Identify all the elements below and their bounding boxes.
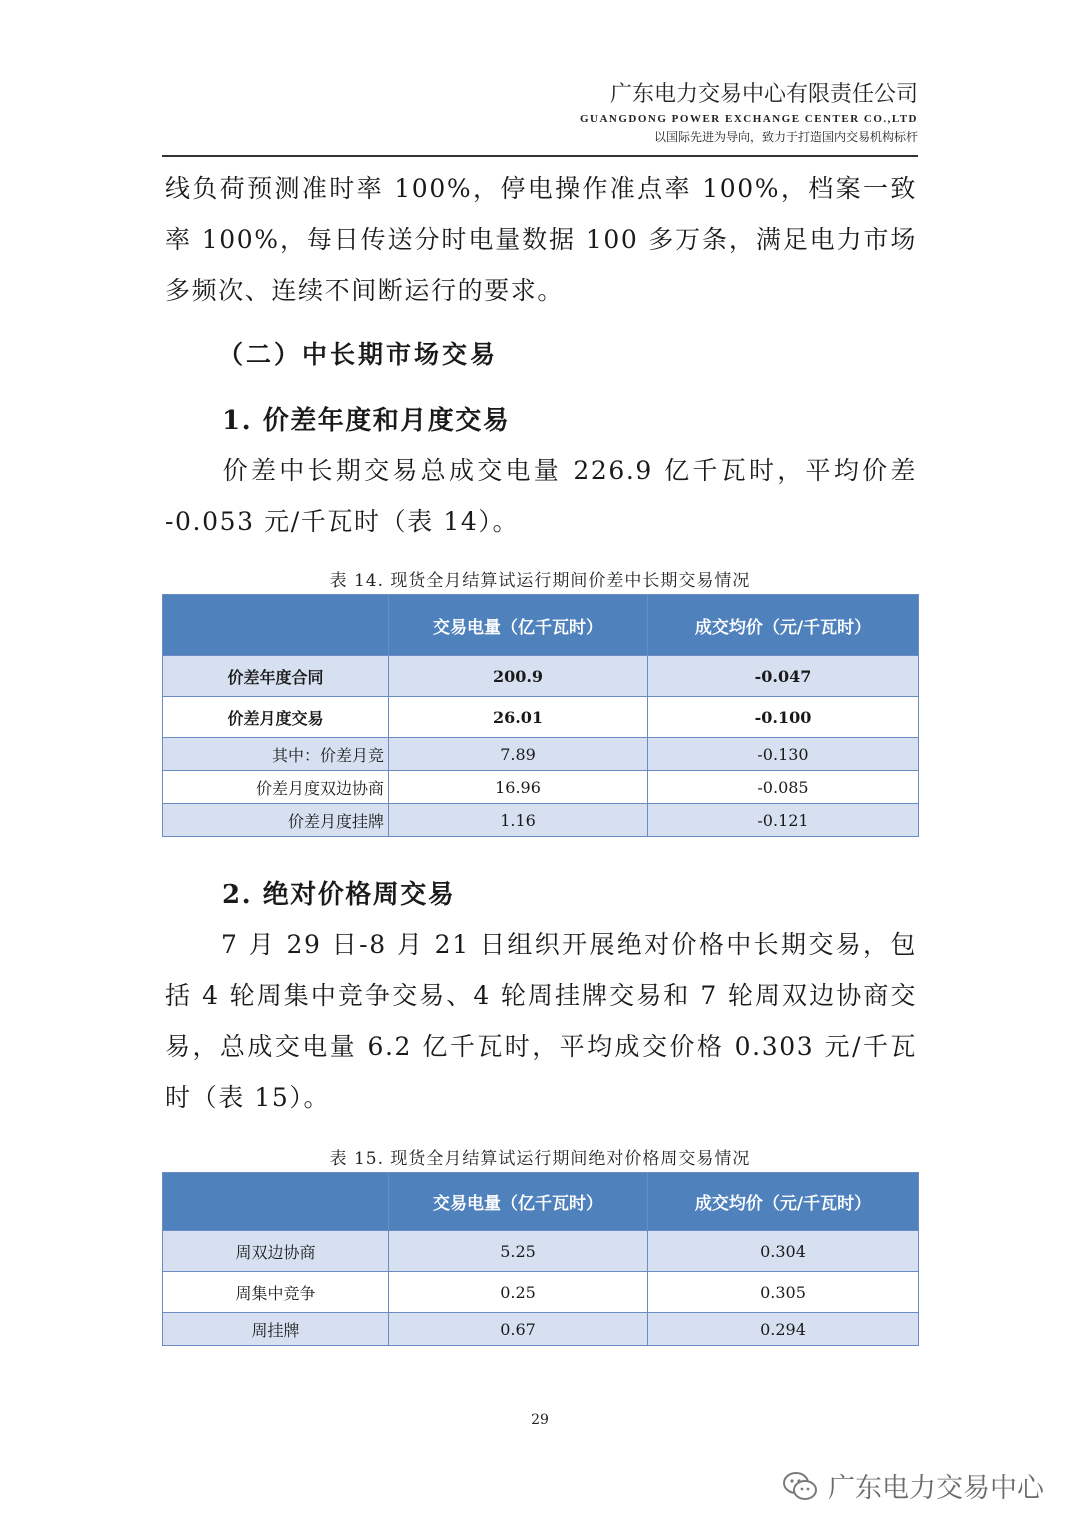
table-row: 周集中竞争 0.25 0.305 [163,1272,919,1313]
subsection-title-1: 1. 价差年度和月度交易 [222,406,511,436]
table-row: 其中：价差月竞 7.89 -0.130 [163,738,919,771]
table-15-header-blank [163,1173,389,1231]
company-slogan: 以国际先进为导向，致力于打造国内交易机构标杆 [653,130,918,144]
page-number: 29 [531,1412,549,1428]
table-row: 价差月度挂牌 1.16 -0.121 [163,804,919,837]
paragraph-1: 线负荷预测准时率 100%，停电操作准点率 100%，档案一致率 100%，每日传送分时电量数据 100 多万条，满足电力市场多频次、连续不间断运行的要求。 [165,174,917,305]
table-row: 周双边协商 5.25 0.304 [163,1231,919,1272]
table-14-header-volume: 交易电量（亿千瓦时） [389,595,648,656]
subsection-title-2: 2. 绝对价格周交易 [222,880,456,910]
page-header [580,80,918,146]
watermark-text: 广东电力交易中心 [828,1473,1044,1504]
table-row: 价差年度合同 200.9 -0.047 [163,656,919,697]
table-15 [162,1172,919,1346]
header-divider [162,155,918,157]
table-14-header-blank [163,595,389,656]
paragraph-3: 7 月 29 日-8 月 21 日组织开展绝对价格中长期交易，包括 4 轮周集中竞争交易、4 轮周挂牌交易和 7 轮周双边协商交易，总成交电量 6.2 亿千瓦时，平均成交价格 0.303 元/千瓦时（表 15）。 [165,930,917,1112]
paragraph-2: 价差中长期交易总成交电量 226.9 亿千瓦时，平均价差 -0.053 元/千瓦时（表 14）。 [165,456,917,536]
section-title-2: （二）中长期市场交易 [218,340,499,369]
table-15-header-volume: 交易电量（亿千瓦时） [389,1173,648,1231]
watermark [782,1466,1044,1505]
company-name-cn: 广东电力交易中心有限责任公司 [609,82,918,107]
table-14 [162,594,919,837]
table-row: 周挂牌 0.67 0.294 [163,1313,919,1346]
table-15-caption: 表 15. 现货全月结算试运行期间绝对价格周交易情况 [329,1149,751,1169]
table-row: 价差月度双边协商 16.96 -0.085 [163,771,919,804]
table-row: 价差月度交易 26.01 -0.100 [163,697,919,738]
wechat-icon [782,1471,818,1501]
table-15-header-price: 成交均价（元/千瓦时） [648,1173,919,1231]
table-14-header-price: 成交均价（元/千瓦时） [648,595,919,656]
company-name-en: GUANGDONG POWER EXCHANGE CENTER CO.,LTD [579,113,918,125]
table-14-caption: 表 14. 现货全月结算试运行期间价差中长期交易情况 [329,571,751,591]
